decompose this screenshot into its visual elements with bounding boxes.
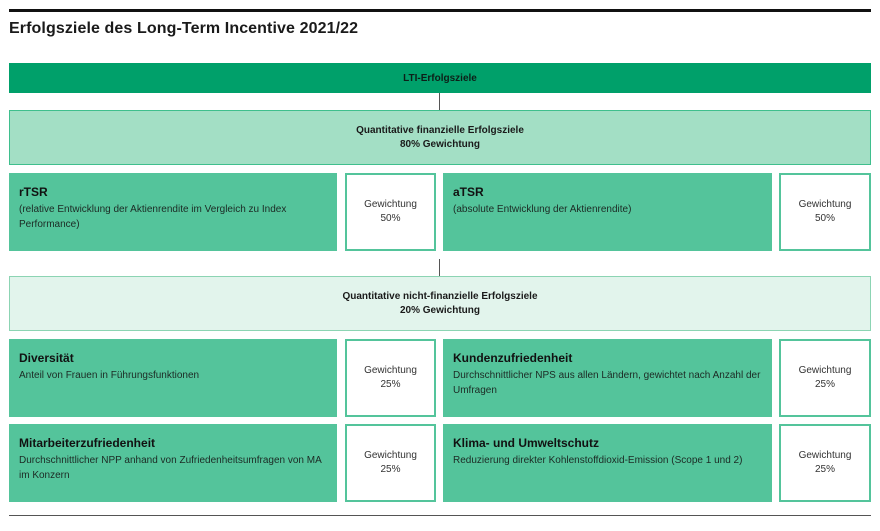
goal-card-kundenzufriedenheit: [443, 339, 772, 417]
goal-card-mitarbeiterzufriedenheit: [9, 424, 337, 502]
nonfinancial-weight: 20% Gewichtung: [399, 304, 480, 316]
bottom-rule: [9, 515, 871, 516]
weight-label: Gewichtung: [798, 199, 852, 210]
goal-description: Anteil von Frauen in Führungsfunktionen: [19, 370, 200, 381]
goal-description: Reduzierung direkter Kohlenstoffdioxid-Emission (Scope 1 und 2): [453, 455, 743, 466]
goal-description: (relative Entwicklung der Aktienrendite im Vergleich zu Index Performance): [19, 204, 287, 230]
goal-title: Kundenzufriedenheit: [453, 351, 573, 365]
weight-label: Gewichtung: [364, 365, 417, 376]
weight-box-klima-umweltschutz: [779, 424, 871, 502]
nonfinancial-goals-band: [9, 276, 871, 331]
weight-label: Gewichtung: [364, 450, 417, 461]
weight-value: 50%: [814, 213, 835, 224]
goal-title: rTSR: [19, 185, 48, 199]
goal-title: aTSR: [453, 185, 484, 199]
goal-card-rtsr: [9, 173, 337, 251]
weight-value: 25%: [814, 379, 835, 390]
weight-value: 25%: [380, 464, 401, 475]
goal-description: Durchschnittlicher NPP anhand von Zufriedenheitsumfragen von MA im Konzern: [19, 455, 322, 481]
financial-goals-band: [9, 110, 871, 165]
financial-heading: Quantitative finanzielle Erfolgsziele: [356, 124, 524, 136]
weight-box-rtsr: [345, 173, 436, 251]
weight-box-atsr: [779, 173, 871, 251]
nonfinancial-heading: Quantitative nicht-finanzielle Erfolgsziele: [342, 290, 538, 302]
connector-line: [439, 93, 440, 110]
page-title: Erfolgsziele des Long-Term Incentive 2021/22: [9, 20, 359, 37]
weight-value: 25%: [814, 464, 835, 475]
goal-title: Diversität: [19, 351, 74, 365]
weight-value: 50%: [380, 213, 401, 224]
top-rule: [9, 9, 871, 12]
goal-card-diversitaet: [9, 339, 337, 417]
lti-header: [9, 63, 871, 93]
weight-box-kundenzufriedenheit: [779, 339, 871, 417]
goal-card-atsr: [443, 173, 772, 251]
connector-line: [439, 259, 440, 276]
weight-label: Gewichtung: [798, 450, 852, 461]
goal-description: Durchschnittlicher NPS aus allen Ländern, gewichtet nach Anzahl der Umfragen: [453, 370, 761, 396]
goal-card-klima-umweltschutz: [443, 424, 772, 502]
weight-label: Gewichtung: [364, 199, 417, 210]
lti-header-label: LTI-Erfolgsziele: [403, 72, 477, 84]
goal-title: Klima- und Umweltschutz: [453, 436, 600, 450]
weight-box-diversitaet: [345, 339, 436, 417]
financial-weight: 80% Gewichtung: [399, 138, 480, 150]
weight-label: Gewichtung: [798, 365, 852, 376]
goal-description: (absolute Entwicklung der Aktienrendite): [453, 204, 632, 215]
weight-box-mitarbeiterzufriedenheit: [345, 424, 436, 502]
weight-value: 25%: [380, 379, 401, 390]
goal-title: Mitarbeiterzufriedenheit: [19, 436, 156, 450]
